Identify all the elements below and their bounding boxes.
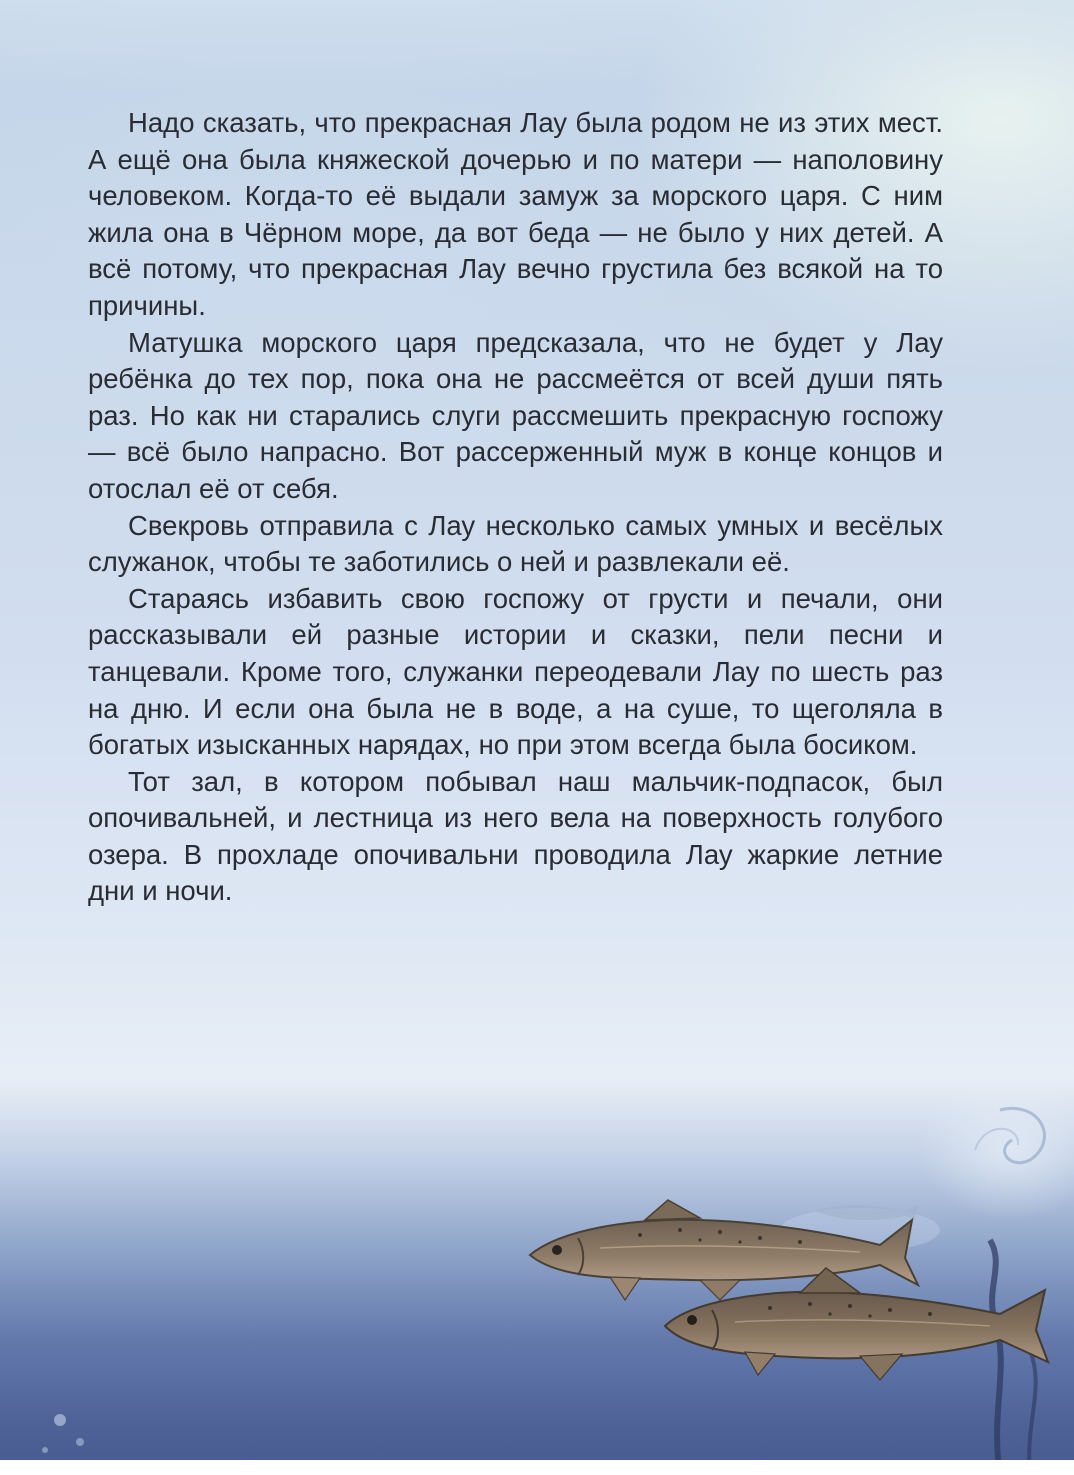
story-text xyxy=(88,105,943,910)
paragraph-3: Свекровь отправила с Лау несколько самых умных и весёлых служанок, чтобы те заботились о ней и развлекали её. xyxy=(88,509,943,578)
paragraph-1: Надо сказать, что прекрасная Лау была родом не из этих мест. А ещё она была княжеской дочерью и по матери — наполовину человеком. Когда-то её выдали замуж за морского царя. С ним жила она в Чёрном море, да вот беда — не было у них детей. А всё потому, что прекрасная Лау вечно грустила без всякой на то причины. xyxy=(88,107,943,321)
paragraph-4: Стараясь избавить свою госпожу от грусти и печали, они рассказывали ей разные истории и сказки, пели песни и танцевали. Кроме того, служанки переодевали Лау по шесть раз на дню. И если она была не в воде, а на суше, то щеголяла в богатых изысканных нарядах, но при этом всегда была босиком. xyxy=(88,582,943,761)
seaweed-right xyxy=(990,1240,1001,1475)
page-bottom-margin xyxy=(0,1460,1074,1475)
paragraph-2: Матушка морского царя предсказала, что не будет у Лау ребёнка до тех пор, пока она не рассмеётся от всей души пять раз. Но как ни старались слуги рассмешить прекрасную госпожу — всё было напрасно. Вот рассерженный муж в конце концов и отослал её от себя. xyxy=(88,326,943,504)
top-haze xyxy=(0,0,1074,90)
bubble xyxy=(54,1414,66,1426)
fish-illustration xyxy=(0,1090,1074,1475)
paragraph-5: Тот зал, в котором побывал наш мальчик-подпасок, был опочивальней, и лестница из него вела на поверхность голубого озера. В прохладе опочивальни проводила Лау жаркие летние дни и ночи. xyxy=(88,765,943,907)
